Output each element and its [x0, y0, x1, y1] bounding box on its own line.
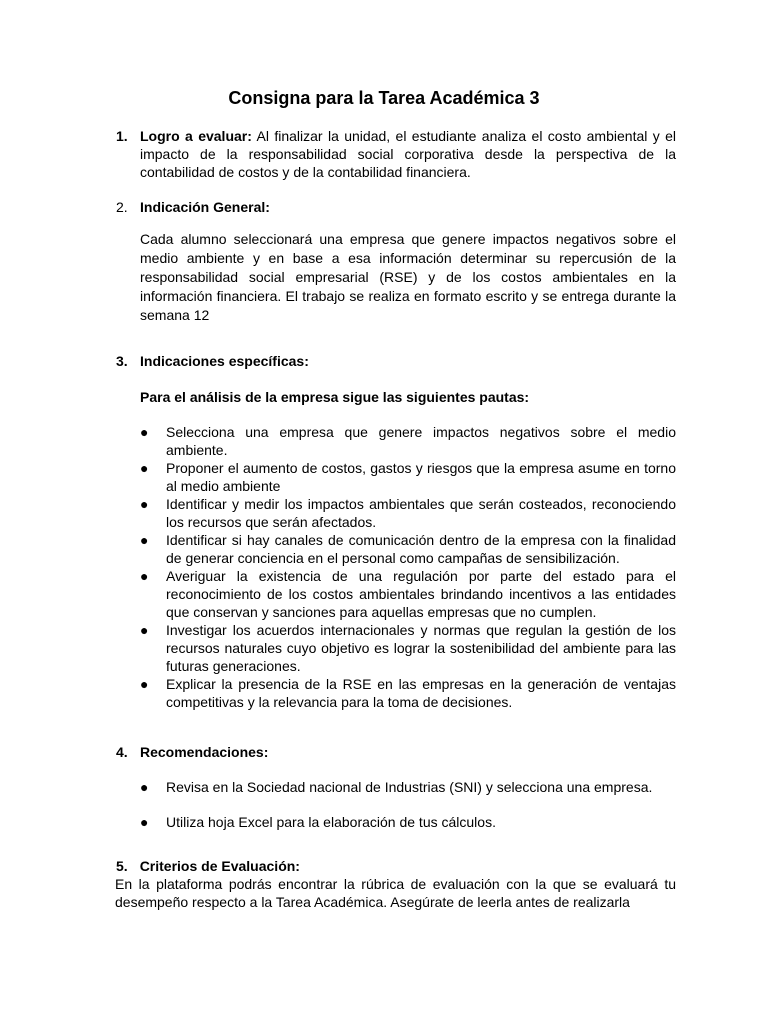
- list-item: [140, 459, 676, 495]
- section-label: Criterios de Evaluación:: [139, 858, 300, 874]
- section-indicaciones-especificas: [116, 352, 676, 711]
- section-paragraph: En la plataforma podrás encontrar la rúbrica de evaluación con la que se evaluará tu desempeño respecto a la Tarea Académica. Asegúrate de leerla antes de realizarla: [115, 876, 676, 910]
- bullet-icon: ●: [140, 676, 149, 692]
- list-item-text: Averiguar la existencia de una regulación por parte del estado para el reconocimiento de los costos ambientales brindando incentivos a las entidades que conservan y sanciones para aquellas empresas que no cumplen.: [166, 568, 676, 620]
- section-number: 3.: [116, 353, 128, 369]
- section-recomendaciones: [116, 743, 676, 831]
- document-title: Consigna para la Tarea Académica 3: [228, 88, 540, 108]
- list-item-text: Identificar si hay canales de comunicación dentro de la empresa con la finalidad de generar conciencia en el personal como campañas de sensibilización.: [166, 532, 676, 566]
- list-item: [140, 423, 676, 459]
- section-logro: [116, 127, 676, 181]
- section-body: [140, 198, 676, 325]
- section-body: [140, 743, 676, 831]
- bullet-icon: ●: [140, 532, 149, 548]
- list-item: [140, 675, 676, 711]
- list-item: [140, 495, 676, 531]
- list-item: [140, 778, 676, 796]
- bullet-icon: ●: [140, 496, 149, 512]
- bullet-icon: ●: [140, 622, 149, 638]
- bullet-list: [140, 778, 676, 831]
- list-item-text: Revisa en la Sociedad nacional de Industrias (SNI) y selecciona una empresa.: [166, 779, 653, 795]
- section-label: Indicación General:: [140, 199, 270, 215]
- section-number: 5.: [116, 858, 128, 874]
- section-body: [140, 352, 676, 711]
- section-label: Indicaciones específicas:: [140, 353, 309, 369]
- section-label: Recomendaciones:: [140, 744, 269, 760]
- section-text: Al finalizar la unidad, el estudiante analiza el costo ambiental y el impacto de la responsabilidad social corporativa desde la perspectiva de la contabilidad de costos y de la contabilidad financiera.: [140, 128, 677, 180]
- section-number: 1.: [116, 128, 128, 144]
- section-number: 2.: [116, 199, 128, 215]
- list-item-text: Explicar la presencia de la RSE en las empresas en la generación de ventajas competitivas y la relevancia para la toma de decisiones.: [166, 676, 676, 710]
- list-item-text: Proponer el aumento de costos, gastos y riesgos que la empresa asume en torno al medio ambiente: [166, 460, 676, 494]
- section-subheading: Para el análisis de la empresa sigue las siguientes pautas:: [140, 389, 530, 405]
- bullet-icon: ●: [140, 424, 149, 440]
- section-number: 4.: [116, 744, 128, 760]
- bullet-icon: ●: [140, 814, 149, 830]
- list-item-text: Selecciona una empresa que genere impactos negativos sobre el medio ambiente.: [166, 424, 676, 458]
- bullet-icon: ●: [140, 568, 149, 584]
- list-item: [140, 813, 676, 831]
- section-label: Logro a evaluar:: [140, 128, 252, 144]
- bullet-icon: ●: [140, 779, 149, 795]
- bullet-list: [140, 423, 676, 711]
- section-heading: [116, 857, 676, 875]
- list-item: [140, 531, 676, 567]
- section-criterios: [116, 857, 676, 911]
- list-item: [140, 621, 676, 675]
- list-item-text: Investigar los acuerdos internacionales y normas que regulan la gestión de los recursos naturales cuyo objetivo es lograr la sostenibilidad del ambiente para las futuras generaciones.: [166, 622, 676, 674]
- section-body: [140, 127, 676, 181]
- list-item-text: Identificar y medir los impactos ambientales que serán costeados, reconociendo los recursos que serán afectados.: [166, 496, 676, 530]
- section-paragraph: Cada alumno seleccionará una empresa que genere impactos negativos sobre el medio ambiente y en base a esa información determinar su repercusión de la responsabilidad social empresarial (RSE) y de los costos ambientales en la información financiera. El trabajo se realiza en formato escrito y se entrega durante la semana 12: [140, 231, 676, 323]
- bullet-icon: ●: [140, 460, 149, 476]
- list-item: [140, 567, 676, 621]
- list-item-text: Utiliza hoja Excel para la elaboración de tus cálculos.: [166, 814, 496, 830]
- section-indicacion-general: [116, 198, 676, 325]
